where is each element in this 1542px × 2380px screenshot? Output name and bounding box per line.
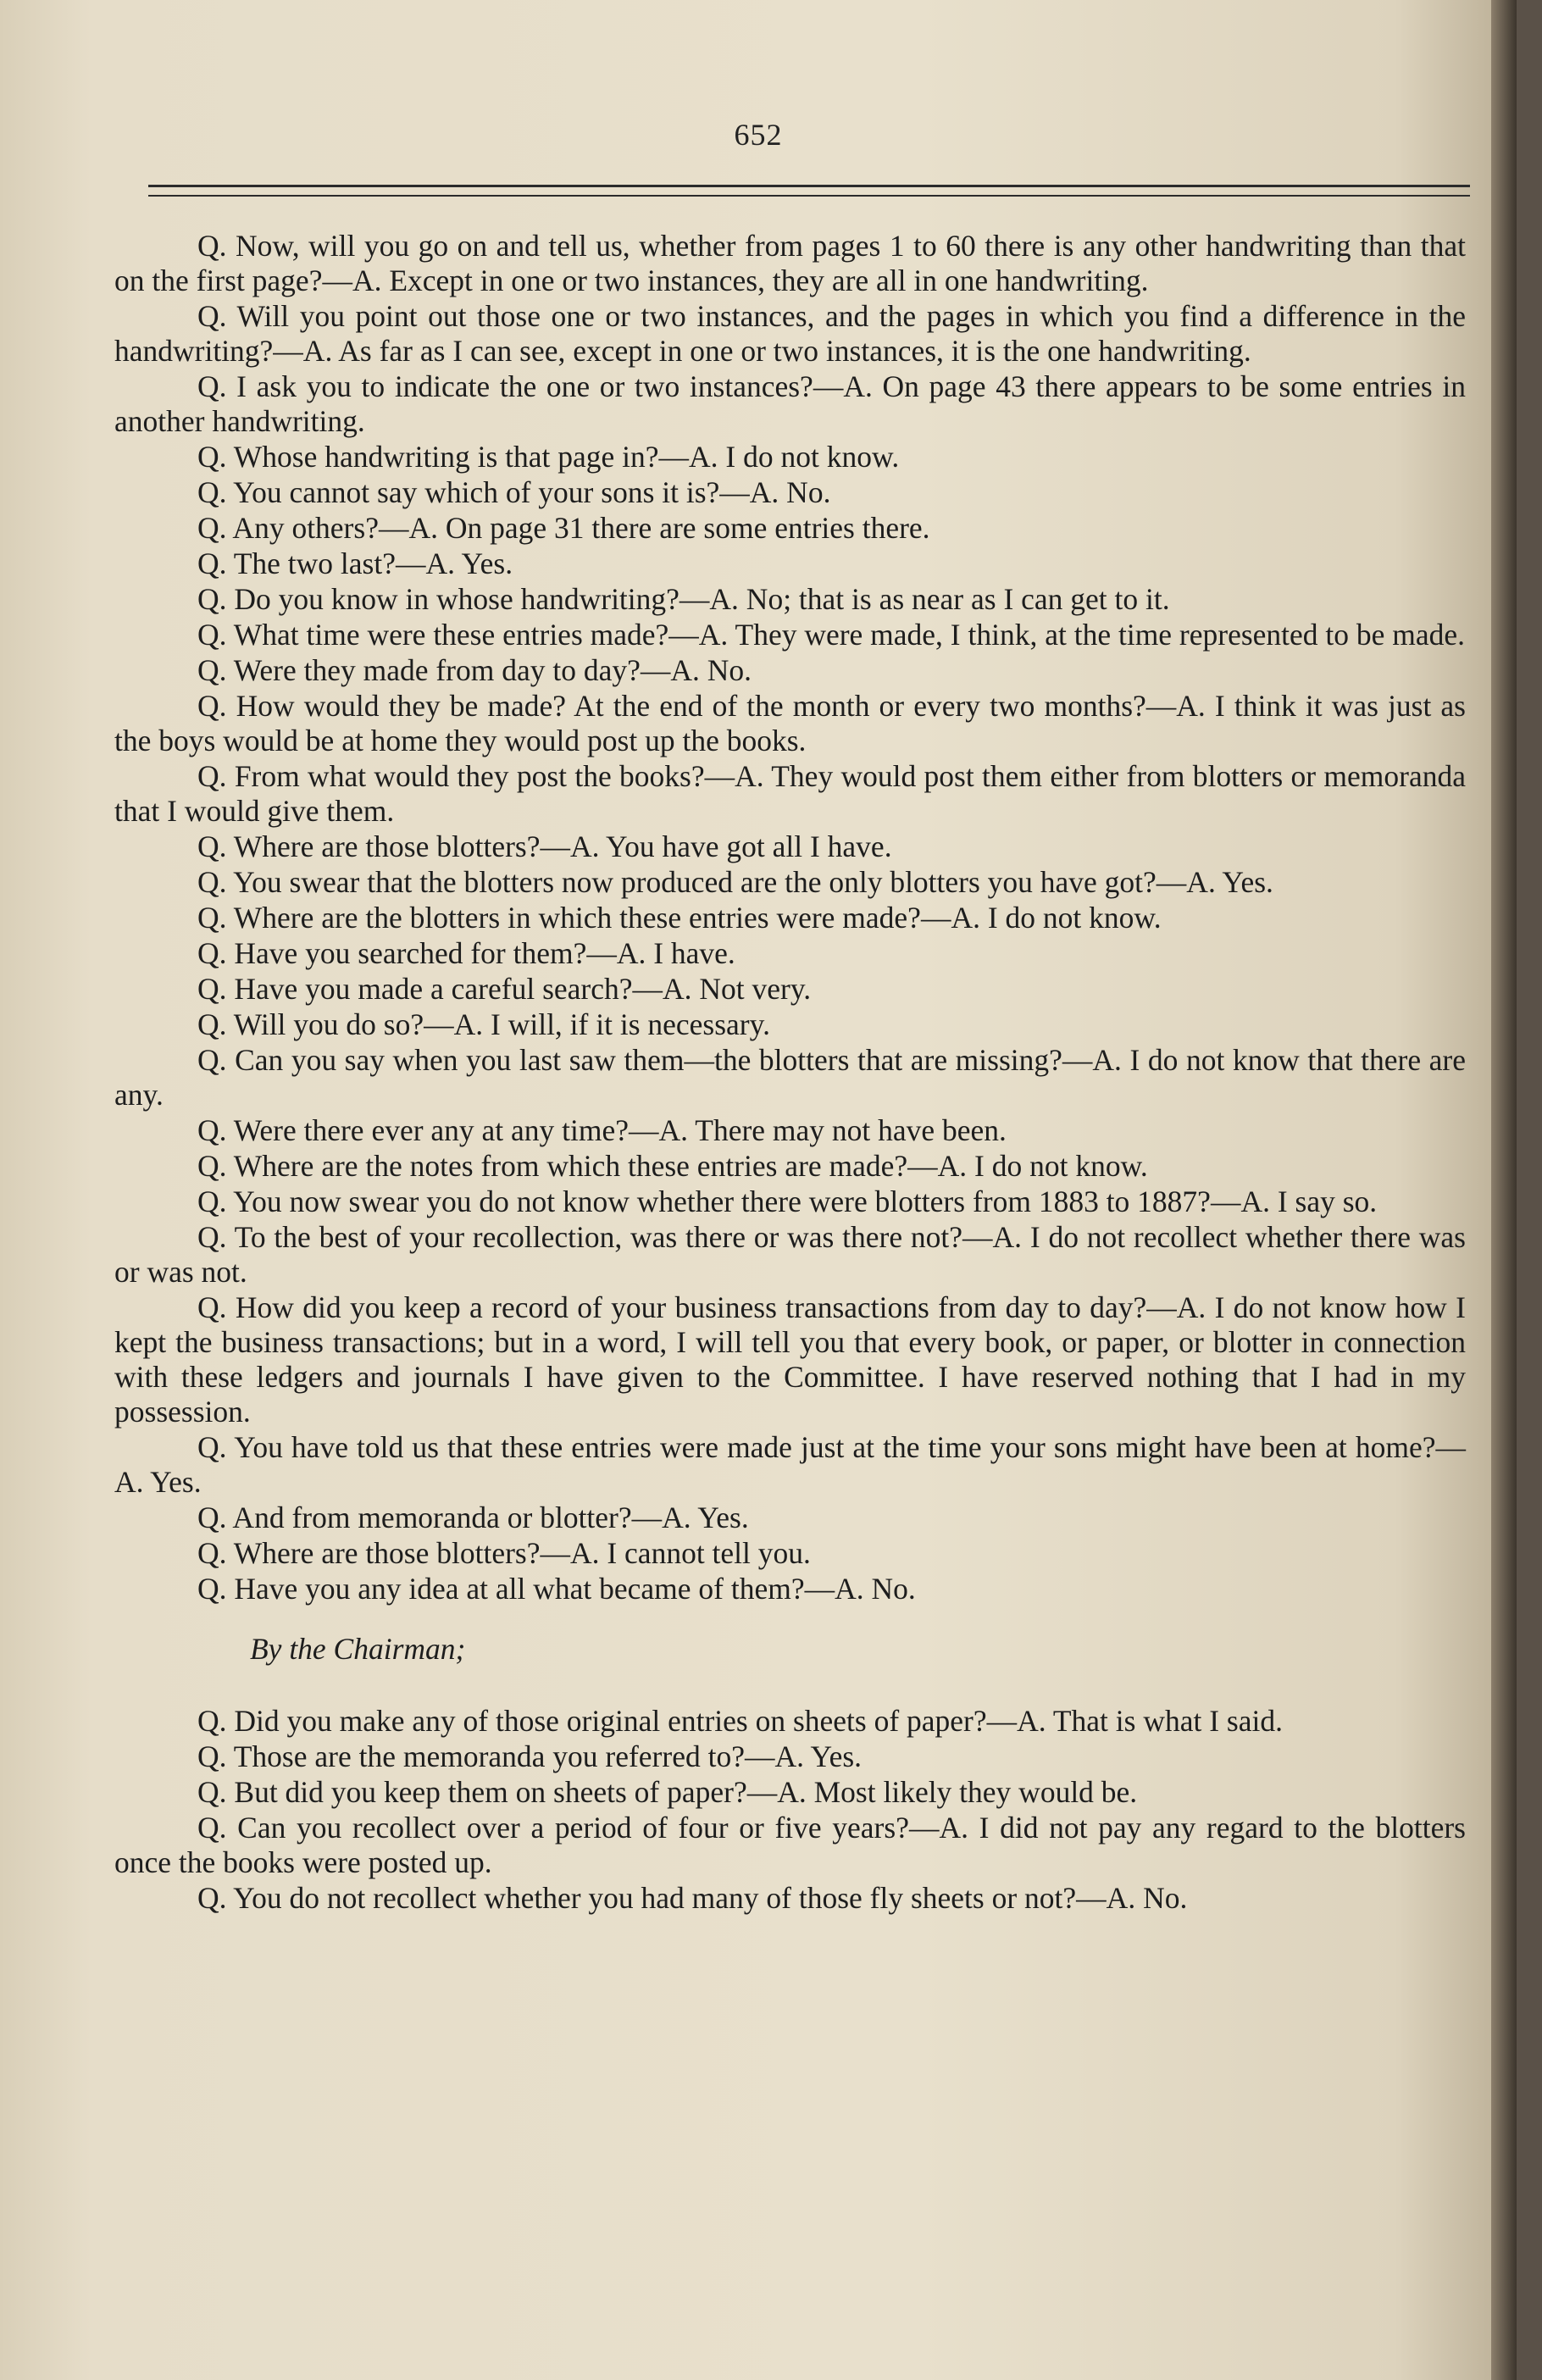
testimony-paragraph: Q. Where are those blotters?—A. You have got all I have. [197,829,892,863]
testimony-paragraph: Q. You cannot say which of your sons it is?—A. No. [197,475,831,509]
testimony-paragraph: Q. Those are the memoranda you referred to?—A. Yes. [197,1739,863,1773]
testimony-paragraph: Q. Where are the notes from which these entries are made?—A. I do not know. [197,1149,1148,1183]
testimony-paragraph: Q. What time were these entries made?—A. They were made, I think, at the time represented to be made. [197,618,1466,652]
testimony-paragraph: Q. I ask you to indicate the one or two instances?—A. On page 43 there appears to be some entries in another handwriting. [114,369,1466,438]
header-rule-top [148,185,1470,187]
testimony-paragraph: Q. Can you say when you last saw them—the blotters that are missing?—A. I do not know that there are any. [114,1043,1466,1112]
testimony-paragraph: Q. From what would they post the books?—A. They would post them either from blotters or memoranda that I would give them. [114,759,1466,828]
testimony-paragraph: Q. You swear that the blotters now produced are the only blotters you have got?—A. Yes. [197,865,1273,899]
testimony-paragraph: Q. Were there ever any at any time?—A. There may not have been. [197,1113,1007,1147]
testimony-body [114,229,1466,1917]
testimony-paragraph: Q. Have you made a careful search?—A. Not very. [197,972,812,1006]
testimony-paragraph: Q. Can you recollect over a period of four or five years?—A. I did not pay any regard to the blotters once the books were posted up. [114,1811,1466,1879]
testimony-paragraph: Q. You now swear you do not know whether there were blotters from 1883 to 1887?—A. I say so. [197,1184,1378,1218]
testimony-paragraph: Q. Do you know in whose handwriting?—A. No; that is as near as I can get to it. [197,582,1170,616]
testimony-paragraph: Q. Will you do so?—A. I will, if it is necessary. [197,1007,770,1041]
testimony-paragraph: Q. Where are those blotters?—A. I cannot tell you. [197,1536,811,1570]
testimony-paragraph: Q. But did you keep them on sheets of paper?—A. Most likely they would be. [197,1775,1138,1809]
header-rule-bottom [148,195,1470,197]
testimony-paragraph: Q. The two last?—A. Yes. [197,546,513,580]
testimony-paragraph: Q. Were they made from day to day?—A. No. [197,653,752,687]
testimony-paragraph: Q. Have you searched for them?—A. I have. [197,936,735,970]
testimony-paragraph: Q. To the best of your recollection, was there or was there not?—A. I do not recollect whether there was or was not. [114,1220,1466,1289]
testimony-paragraph: Q. How did you keep a record of your business transactions from day to day?—A. I do not know how I kept the business transactions; but in a word, I will tell you that every book, or paper, or blotter in connection with these ledgers and journals I have given to the Committee. I have reserved nothing that I had in my possession. [114,1290,1466,1429]
testimony-paragraph: Q. Did you make any of those original entries on sheets of paper?—A. That is what I said. [197,1704,1283,1738]
testimony-paragraph: Q. Have you any idea at all what became of them?—A. No. [197,1572,916,1606]
testimony-paragraph: Q. You do not recollect whether you had many of those fly sheets or not?—A. No. [197,1881,1188,1915]
testimony-paragraph: Q. Whose handwriting is that page in?—A. I do not know. [197,440,900,474]
section-heading: By the Chairman; [250,1632,466,1666]
testimony-paragraph: Q. How would they be made? At the end of the month or every two months?—A. I think it was just as the boys would be at home they would post up the books. [114,689,1466,757]
testimony-paragraph: Q. Now, will you go on and tell us, whether from pages 1 to 60 there is any other handwriting than that on the first page?—A. Except in one or two instances, they are all in one handwriting. [114,229,1466,297]
book-spine-shadow [1491,0,1517,2380]
testimony-paragraph: Q. You have told us that these entries were made just at the time your sons might have been at home?—A. Yes. [114,1430,1466,1499]
testimony-paragraph: Q. Where are the blotters in which these entries were made?—A. I do not know. [197,901,1162,935]
testimony-paragraph: Q. And from memoranda or blotter?—A. Yes. [197,1501,749,1534]
testimony-paragraph: Q. Any others?—A. On page 31 there are some entries there. [197,511,930,545]
testimony-paragraph: Q. Will you point out those one or two instances, and the pages in which you find a difference in the handwriting?—A. As far as I can see, except in one or two instances, it is the one handwriting. [114,299,1466,368]
page-number: 652 [734,118,783,152]
